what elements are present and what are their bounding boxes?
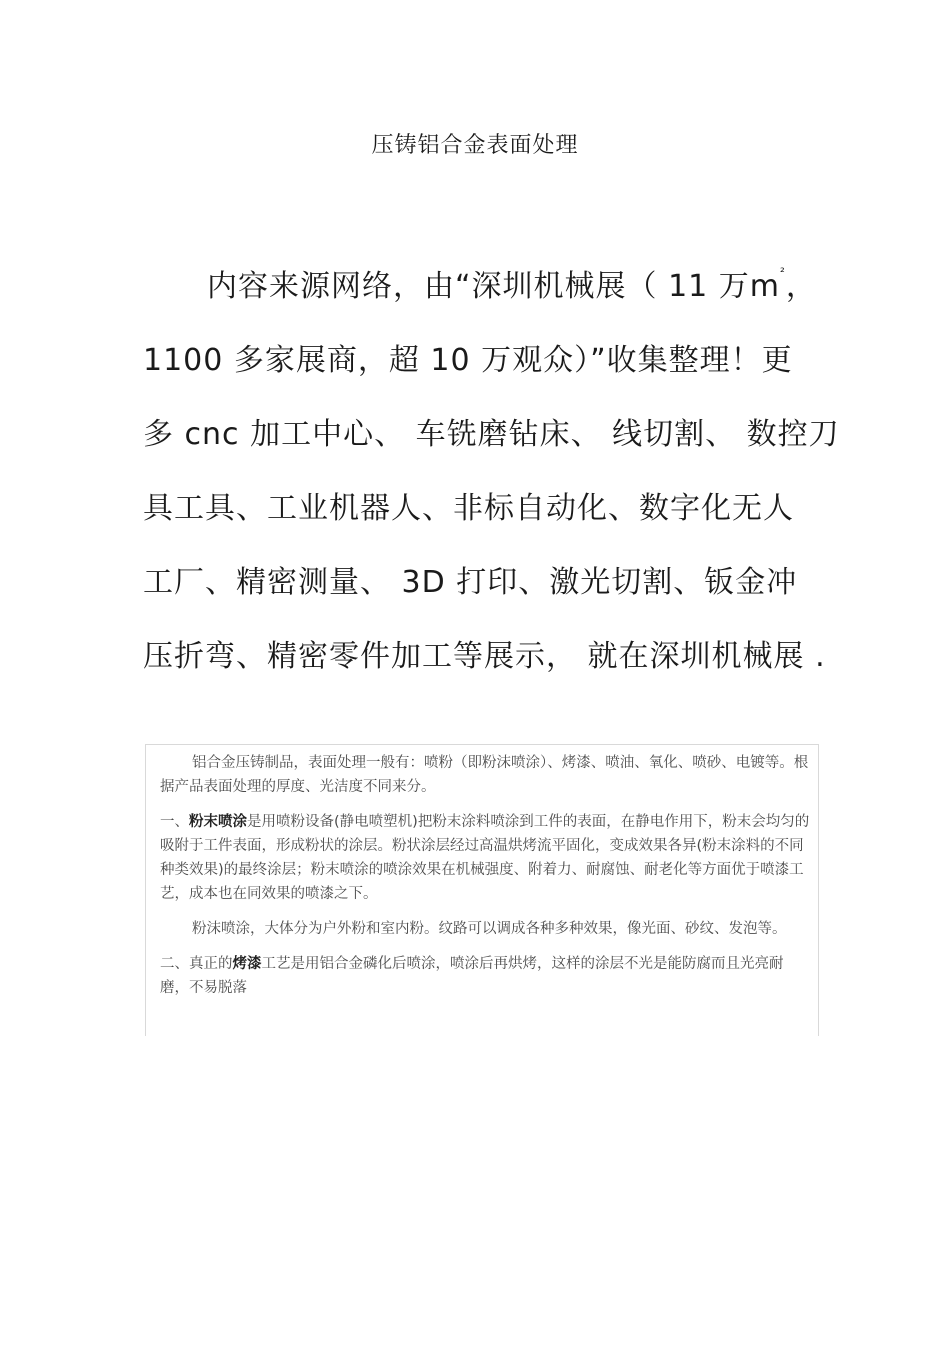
article-paragraph-1: 铝合金压铸制品，表面处理一般有：喷粉（即粉沫喷涂）、烤漆、喷油、氧化、喷砂、电镀等。根据产品表面处理的厚度、光洁度不同来分。 <box>160 755 809 795</box>
intro-paragraph <box>143 250 840 694</box>
article-paragraph-2: 一、粉末喷涂是用喷粉设备(静电喷塑机)把粉末涂料喷涂到工件的表面，在静电作用下，粉末会均匀的吸附于工件表面，形成粉状的涂层。粉状涂层经过高温烘烤流平固化，变成效果各异(粉末涂料的不同种类效果)的最终涂层；粉末喷涂的喷涂效果在机械强度、附着力、耐腐蚀、耐老化等方面优于喷漆工艺，成本也在同效果的喷漆之下。 <box>160 814 810 902</box>
intro-line-2: 1100 多家展商，超 10 万观众）”收集整理！更 <box>143 343 793 378</box>
embedded-article-screenshot <box>145 744 819 1036</box>
page-title: 压铸铝合金表面处理 <box>371 133 579 158</box>
article-paragraph-4: 二、真正的烤漆工艺是用铝合金磷化后喷涂，喷涂后再烘烤，这样的涂层不光是能防腐而且光亮耐磨，不易脱落 <box>160 956 784 996</box>
powder-coating-term: 粉末喷涂 <box>189 814 247 830</box>
intro-line-5: 工厂、精密测量、 3D 打印、激光切割、钣金冲 <box>143 565 798 600</box>
intro-line-6: 压折弯、精密零件加工等展示， 就在深圳机械展 . <box>143 639 826 674</box>
article-paragraph-3: 粉沫喷涂，大体分为户外粉和室内粉。纹路可以调成各种多种效果，像光面、砂纹、发泡等。 <box>192 921 787 937</box>
square-superscript: ² <box>780 265 786 279</box>
baking-paint-term: 烤漆 <box>232 956 262 972</box>
intro-line-3: 多 cnc 加工中心、 车铣磨钻床、 线切割、 数控刀 <box>143 417 840 452</box>
intro-line-4: 具工具、工业机器人、非标自动化、数字化无人 <box>143 491 794 526</box>
intro-line-1: 内容来源网络，由“深圳机械展（ 11 万$m^{^2}$， <box>207 265 817 304</box>
